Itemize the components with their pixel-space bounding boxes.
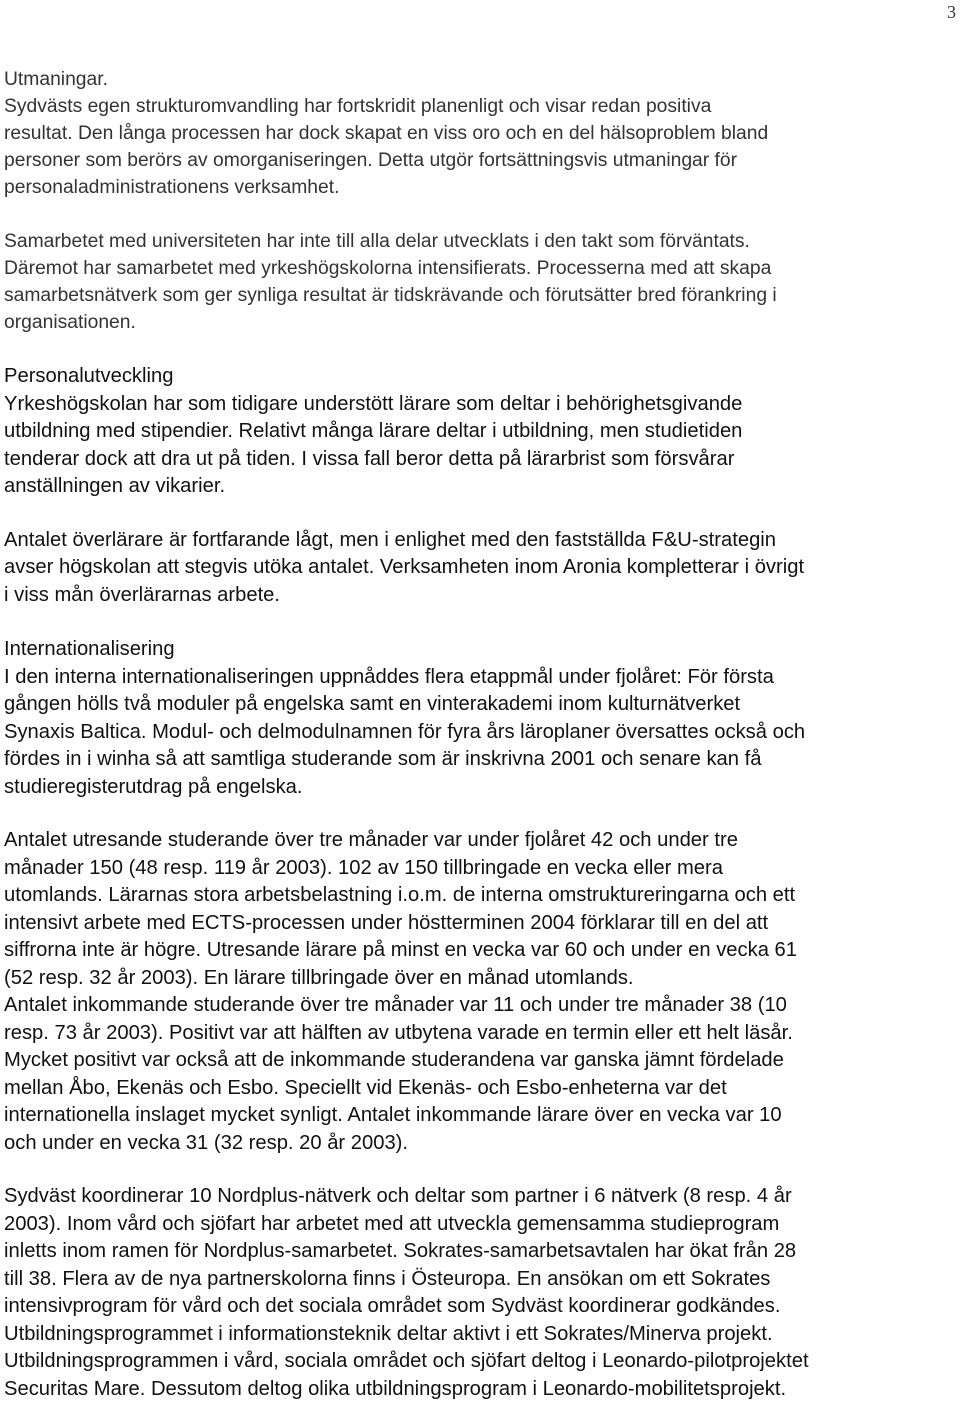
text-line: (52 resp. 32 år 2003). En lärare tillbringade över en månad utomlands. [4,966,634,989]
text-line: I den interna internationaliseringen uppnåddes flera etappmål under fjolåret: För första [4,665,774,688]
text-line: intensivt arbete med ECTS-processen under höstterminen 2004 förklarar till en del att [4,911,769,934]
text-line: personaladministrationens verksamhet. [4,177,340,198]
text-line: gången hölls två moduler på engelska samt en vinterakademi inom kulturnätverket [4,693,741,715]
text-line: Mycket positivt var också att de inkommande studerandena var ganska jämnt fördelade [4,1049,784,1071]
text-line: utbildning med stipendier. Relativt många lärare deltar i utbildning, men studietiden [4,420,743,442]
text-line: resp. 73 år 2003). Positivt var att hälften av utbytena varade en termin eller ett helt läsår. [4,1021,793,1044]
section-personnel [4,363,954,501]
text-line: internationella inslaget mycket synligt. Antalet inkommande lärare över en vecka var 10 [4,1104,782,1126]
text-line: i viss mån överlärarnas arbete. [4,583,281,606]
text-line: Utbildningsprogrammet i informationsteknik deltar aktivt i ett Sokrates/Minerva projekt. [4,1322,773,1345]
text-line: 2003). Inom vård och sjöfart har arbetet med att utveckla gemensamma studieprogram [4,1212,780,1235]
paragraph-mobility [4,827,954,1157]
text-line: Utbildningsprogrammen i vård, sociala området och sjöfart deltog i Leonardo-pilotprojektet [4,1350,809,1372]
text-line: Antalet överlärare är fortfarande lågt, men i enlighet med den fastställda F&U-strategin [4,528,777,551]
text-line: avser högskolan att stegvis utöka antalet. Verksamheten inom Aronia kompletterar i övrigt [4,556,805,578]
text-line: fördes in i winha så att samtliga studerande som är inskrivna 2001 och senare kan få [4,748,762,770]
text-line: Securitas Mare. Dessutom deltog olika utbildningsprogram i Leonardo-mobilitetsprojekt. [4,1377,787,1400]
text-line: Synaxis Baltica. Modul- och delmodulnamnen för fyra års läroplaner översattes också och [4,720,806,743]
text-line: Yrkeshögskolan har som tidigare understött lärare som deltar i behörighetsgivande [4,392,743,415]
text-line: Antalet inkommande studerande över tre månader var 11 och under tre månader 38 (10 [4,994,787,1016]
paragraph-networks [4,1183,954,1403]
text-line: utomlands. Lärarnas stora arbetsbelastning i.o.m. de interna omstruktureringarna och ett [4,884,796,906]
text-line: anställningen av vikarier. [4,475,226,497]
page-number: 3 [947,2,956,22]
text-line: studieregisterutdrag på engelska. [4,775,303,798]
paragraph-senior-lecturers [4,527,954,610]
text-line: Antalet utresande studerande över tre månader var under fjolåret 42 och under tre [4,829,738,851]
paragraph-cooperation [4,228,954,336]
text-line: Sydväst koordinerar 10 Nordplus-nätverk och deltar som partner i 6 nätverk (8 resp. 4 år [4,1185,792,1207]
heading-personnel: Personalutveckling [4,365,174,387]
text-line: intensivprogram för vård och det sociala området som Sydväst koordinerar godkändes. [4,1295,781,1317]
section-international [4,636,954,801]
text-line: och under en vecka 31 (32 resp. 20 år 2003). [4,1131,409,1154]
heading-challenges: Utmaningar. [4,69,108,90]
text-line: månader 150 (48 resp. 119 år 2003). 102 av 150 tillbringade en vecka eller mera [4,856,723,879]
heading-international: Internationalisering [4,638,175,660]
text-line: till 38. Flera av de nya partnerskolorna finns i Östeuropa. En ansökan om ett Sokrates [4,1267,771,1290]
text-line: Däremot har samarbetet med yrkeshögskolorna intensifierats. Processerna med att skapa [4,258,772,279]
text-line: samarbetsnätverk som ger synliga resultat är tidskrävande och förutsätter bred förankring i [4,285,777,306]
text-line: inletts inom ramen för Nordplus-samarbetet. Sokrates-samarbetsavtalen har ökat från 28 [4,1240,797,1262]
document-body [4,66,954,1403]
text-line: organisationen. [4,312,136,333]
section-challenges [4,66,954,201]
text-line: resultat. Den långa processen har dock skapat en viss oro och en del hälsoproblem bland [4,123,769,144]
text-line: Sydvästs egen strukturomvandling har fortskridit planenligt och visar redan positiva [4,96,712,117]
text-line: personer som berörs av omorganiseringen. Detta utgör fortsättningsvis utmaningar för [4,150,738,171]
text-line: siffrorna inte är högre. Utresande lärare på minst en vecka var 60 och under en vecka 61 [4,939,797,961]
text-line: Samarbetet med universiteten har inte till alla delar utvecklats i den takt som förväntats. [4,231,750,252]
text-line: mellan Åbo, Ekenäs och Esbo. Speciellt vid Ekenäs- och Esbo-enheterna var det [4,1076,727,1099]
text-line: tenderar dock att dra ut på tiden. I vissa fall beror detta på lärarbrist som försvårar [4,447,735,470]
